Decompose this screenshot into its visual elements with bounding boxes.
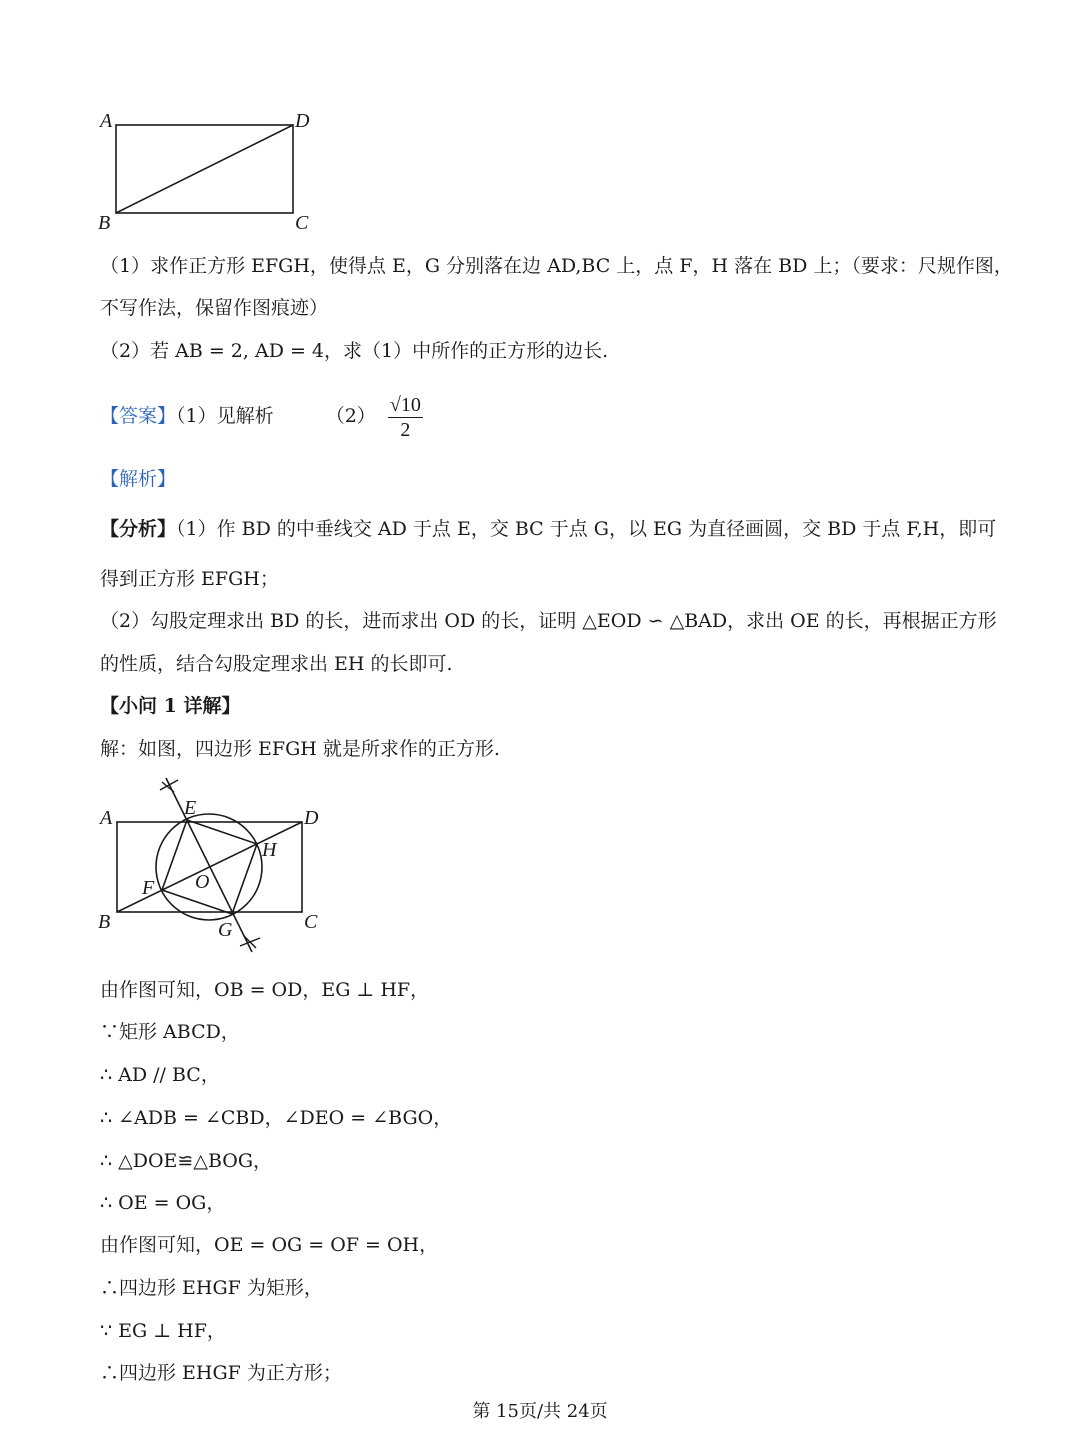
label2-g: G [218, 919, 233, 941]
label2-f: F [142, 877, 155, 899]
proof-line-10: ∴四边形 EHGF 为正方形； [100, 1362, 342, 1384]
proof-line-8: ∴四边形 EHGF 为矩形， [100, 1277, 323, 1299]
proof-line-9: ∵ EG ⊥ HF， [100, 1320, 226, 1342]
answer-part1: （1）见解析 [176, 405, 274, 427]
proof-line-6: ∴ OE = OG， [100, 1192, 226, 1214]
question-part1-line2: 不写作法，保留作图痕迹） [100, 297, 329, 319]
fenxi-line1 [100, 516, 996, 542]
answer-part2-prefix: （2） [325, 405, 376, 427]
proof-line-4: ∴ ∠ADB = ∠CBD，∠DEO = ∠BGO， [100, 1107, 453, 1129]
label2-b: B [98, 911, 111, 933]
answer-tag: 【答案】 [100, 405, 177, 427]
label2-a: A [100, 807, 113, 829]
proof-line-5: ∴ △DOE≌△BOG， [100, 1150, 273, 1172]
fenxi-line4: 的性质，结合勾股定理求出 EH 的长即可. [100, 653, 453, 675]
label-d: D [295, 110, 310, 132]
fenxi-line2: 得到正方形 EFGH； [100, 568, 279, 590]
perpendicular-bisector [166, 778, 252, 952]
answer-fraction [388, 393, 423, 442]
question-part1-line1: （1）求作正方形 EFGH，使得点 E，G 分别落在边 AD,BC 上，点 F，H 落在 BD 上；（要求：尺规作图， [100, 255, 1013, 277]
diagonal-bd [116, 125, 293, 213]
label-b: B [98, 212, 111, 234]
label2-h: H [262, 839, 277, 861]
fenxi-text-1: （1）作 BD 的中垂线交 AD 于点 E，交 BC 于点 G，以 EG 为直径画圆，交 BD 于点 F,H，即可 [176, 518, 997, 540]
proof-line-3: ∴ AD // BC， [100, 1064, 220, 1086]
label-a: A [100, 110, 113, 132]
page-footer: 第 15页/共 24页 [472, 1401, 608, 1422]
sub1-tag: 【小问 1 详解】 [100, 695, 241, 717]
sub1-intro: 解：如图，四边形 EFGH 就是所求作的正方形. [100, 738, 500, 760]
label2-o: O [195, 871, 210, 893]
label2-e: E [184, 797, 197, 819]
proof-line-7: 由作图可知，OE = OG = OF = OH， [100, 1234, 439, 1256]
label2-d: D [304, 807, 319, 829]
label2-c: C [304, 911, 318, 933]
fenxi-line3: （2）勾股定理求出 BD 的长，进而求出 OD 的长，证明 △EOD ∽ △BAD，求出 OE 的长，再根据正方形 [100, 610, 997, 632]
answer-fraction-numerator: √10 [389, 393, 421, 416]
fenxi-tag: 【分析】 [100, 518, 177, 540]
analysis-tag: 【解析】 [100, 468, 177, 490]
figure-construction [90, 770, 350, 960]
label-c: C [295, 212, 309, 234]
proof-line-2: ∵矩形 ABCD， [100, 1021, 240, 1043]
answer-fraction-denominator: 2 [400, 418, 411, 441]
answer-line [100, 390, 423, 442]
figure-rectangle-abcd [90, 105, 330, 235]
proof-line-1: 由作图可知，OB = OD，EG ⊥ HF， [100, 979, 430, 1001]
question-part2: （2）若 AB = 2, AD = 4，求（1）中所作的正方形的边长. [100, 340, 609, 362]
